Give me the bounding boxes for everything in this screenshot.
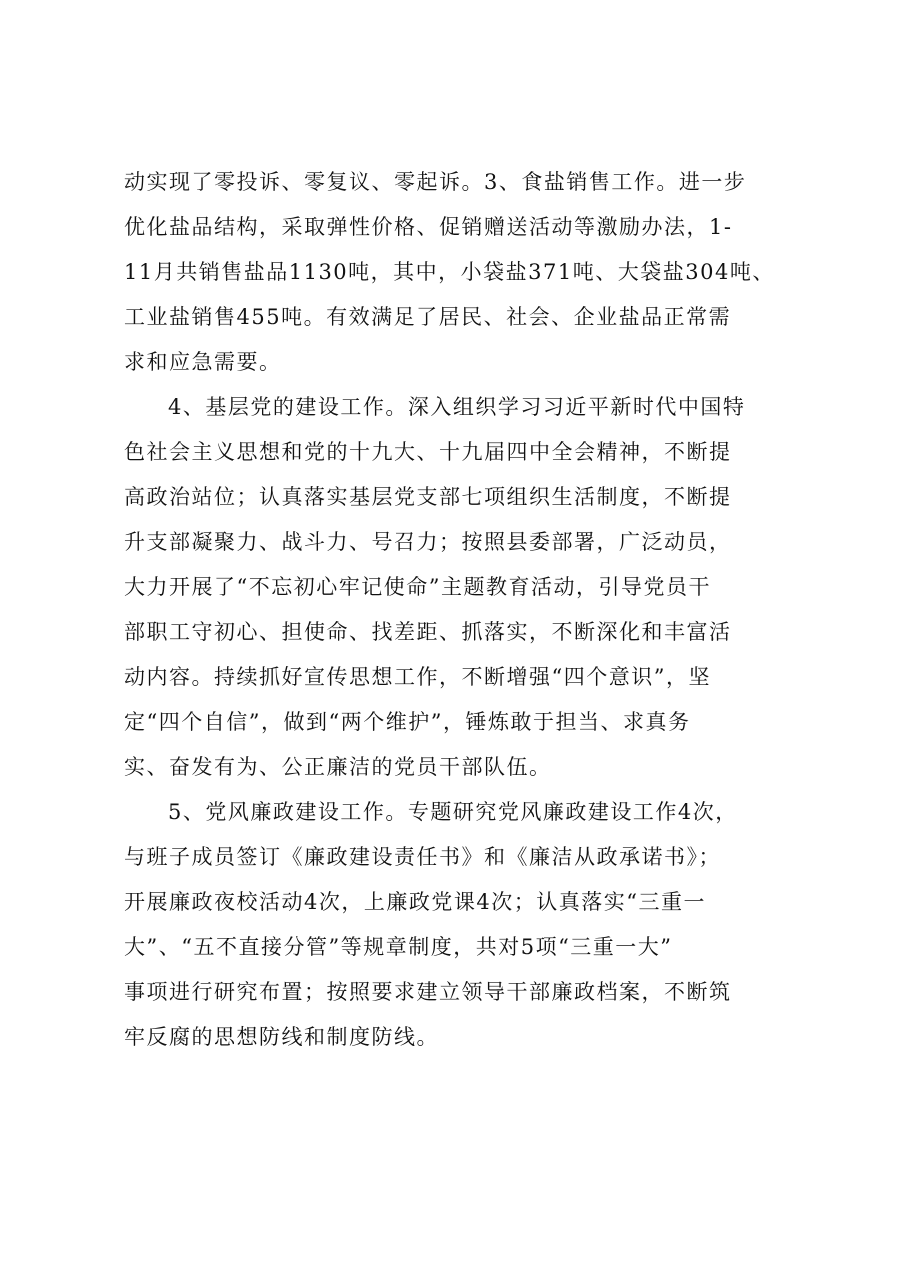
text-line: 实、奋发有为、公正廉洁的党员干部队伍。: [124, 755, 552, 779]
text-line: 动内容。持续抓好宣传思想工作，不断增强“四个意识”，坚: [124, 665, 711, 689]
text-line: 事项进行研究布置；按照要求建立领导干部廉政档案，不断筑: [124, 980, 732, 1004]
paragraph-party-building: [124, 385, 814, 790]
text-line: 部职工守初心、担使命、找差距、抓落实，不断深化和丰富活: [124, 620, 732, 644]
text-line: 11月共销售盐品1130吨，其中，小袋盐371吨、大袋盐304吨、: [124, 260, 775, 284]
text-line: 工业盐销售455吨。有效满足了居民、社会、企业盐品正常需: [124, 305, 732, 329]
text-line: 牢反腐的思想防线和制度防线。: [124, 1025, 439, 1049]
document-body: [124, 160, 814, 1060]
text-line: 动实现了零投诉、零复议、零起诉。3、食盐销售工作。进一步: [124, 170, 747, 194]
text-line: 大”、“五不直接分管”等规章制度，共对5项“三重一大”: [124, 935, 673, 959]
text-line: 色社会主义思想和党的十九大、十九届四中全会精神，不断提: [124, 440, 732, 464]
paragraph-integrity-building: [124, 790, 814, 1060]
text-line: 升支部凝聚力、战斗力、号召力；按照县委部署，广泛动员，: [124, 530, 732, 554]
text-line: 求和应急需要。: [124, 350, 282, 374]
text-line: 大力开展了“不忘初心牢记使命”主题教育活动，引导党员干: [124, 575, 711, 599]
text-line: 4、基层党的建设工作。深入组织学习习近平新时代中国特: [168, 395, 746, 419]
text-line: 定“四个自信”，做到“两个维护”，锤炼敢于担当、求真务: [124, 710, 691, 734]
text-line: 与班子成员签订《廉政建设责任书》和《廉洁从政承诺书》；: [124, 845, 721, 869]
text-line: 5、党风廉政建设工作。专题研究党风廉政建设工作4次，: [168, 800, 738, 824]
text-line: 高政治站位；认真落实基层党支部七项组织生活制度，不断提: [124, 485, 732, 509]
paragraph-salt-sales: [124, 160, 814, 385]
text-line: 优化盐品结构，采取弹性价格、促销赠送活动等激励办法，1-: [124, 215, 733, 239]
text-line: 开展廉政夜校活动4次，上廉政党课4次；认真落实“三重一: [124, 890, 706, 914]
